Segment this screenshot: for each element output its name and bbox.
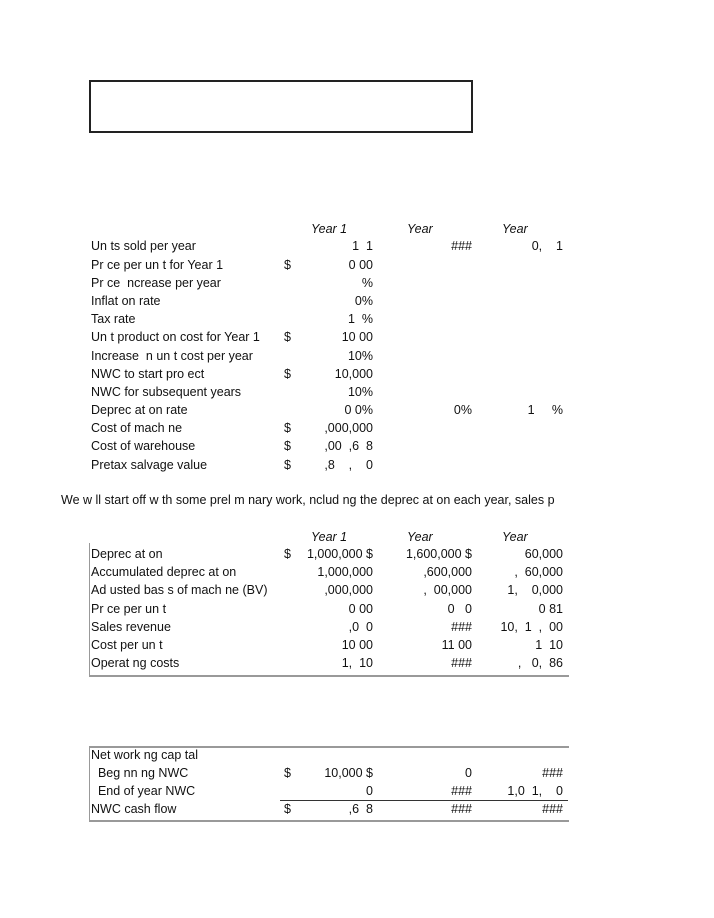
row-label: Operat ng costs — [91, 656, 180, 670]
dollar-sign: $ — [284, 766, 291, 780]
year1-value: 10% — [347, 385, 373, 399]
year3-value: 1 % — [527, 403, 563, 417]
year1-value: 10,000 $ — [324, 766, 373, 780]
year1-value: ,00 ,6 8 — [324, 439, 373, 453]
year1-value: 1 % — [347, 312, 373, 326]
year1-value: ,0 0 — [348, 620, 373, 634]
year1-value: 0% — [354, 294, 373, 308]
row-label: NWC to start pro ect — [91, 367, 205, 381]
year3-value: 0, 1 — [531, 239, 563, 253]
year3-value: 1, 0,000 — [507, 583, 563, 597]
year1-value: 10 00 — [341, 638, 373, 652]
year1-value: 0 00 — [348, 602, 373, 616]
year1-value: 0 — [366, 784, 373, 798]
year3-value: ### — [542, 802, 563, 816]
col-header-year1: Year 1 — [311, 530, 348, 544]
row-label: Pr ce per un t — [91, 602, 167, 616]
year1-value: % — [361, 276, 373, 290]
year1-value: 10 00 — [341, 330, 373, 344]
year3-value: 10, 1 , 00 — [500, 620, 563, 634]
row-label: Net work ng cap tal — [91, 748, 198, 762]
year1-value: 10% — [347, 349, 373, 363]
dollar-sign: $ — [284, 330, 291, 344]
year3-value: 0 81 — [538, 602, 563, 616]
dollar-sign: $ — [284, 367, 291, 381]
row-label: Beg nn ng NWC — [91, 766, 189, 780]
row-label: Inflat on rate — [91, 294, 161, 308]
row-label: Sales revenue — [91, 620, 171, 634]
year1-value: 1,000,000 $ — [306, 547, 373, 561]
total-rule — [280, 800, 568, 801]
year2-value: , 00,000 — [423, 583, 472, 597]
dollar-sign: $ — [284, 439, 291, 453]
dollar-sign: $ — [284, 458, 291, 472]
row-label: Increase n un t cost per year — [91, 349, 253, 363]
year1-value: 0 0% — [344, 403, 373, 417]
year1-value: 1, 10 — [341, 656, 373, 670]
year2-value: ,600,000 — [423, 565, 472, 579]
narrative-text: We w ll start off w th some prel m nary work, nclud ng the deprec at on each year, sales p — [61, 493, 555, 507]
row-label: Cost of mach ne — [91, 421, 183, 435]
year2-value: 0 0 — [447, 602, 472, 616]
year1-value: ,000,000 — [324, 421, 373, 435]
row-label: Pr ce per un t for Year 1 — [91, 258, 224, 272]
year1-value: 10,000 — [334, 367, 373, 381]
col-header-year1: Year 1 — [311, 222, 348, 236]
col-header-year3: Year — [502, 222, 528, 236]
dollar-sign: $ — [284, 547, 291, 561]
row-label: Ad usted bas s of mach ne (BV) — [91, 583, 268, 597]
year1-value: 1,000,000 — [317, 565, 373, 579]
dollar-sign: $ — [284, 421, 291, 435]
col-header-year2: Year — [407, 530, 433, 544]
year3-value: 1,0 1, 0 — [507, 784, 563, 798]
year3-value: , 0, 86 — [517, 656, 563, 670]
row-label: Pretax salvage value — [91, 458, 208, 472]
year3-value: 60,000 — [524, 547, 563, 561]
row-label: NWC cash flow — [91, 802, 177, 816]
year2-value: ### — [451, 784, 472, 798]
year1-value: 1 1 — [352, 239, 373, 253]
year1-value: ,6 8 — [348, 802, 373, 816]
dollar-sign: $ — [284, 802, 291, 816]
row-label: Un t product on cost for Year 1 — [91, 330, 260, 344]
row-label: Cost per un t — [91, 638, 163, 652]
row-label: Tax rate — [91, 312, 136, 326]
col-header-year2: Year — [407, 222, 433, 236]
title-box — [89, 80, 473, 133]
col-header-year3: Year — [502, 530, 528, 544]
year2-value: ### — [451, 239, 472, 253]
dollar-sign: $ — [284, 258, 291, 272]
year2-value: ### — [451, 656, 472, 670]
year2-value: 0 — [465, 766, 472, 780]
year2-value: ### — [451, 802, 472, 816]
year2-value: 11 00 — [441, 638, 472, 652]
year3-value: 1 10 — [535, 638, 563, 652]
year2-value: 1,600,000 $ — [405, 547, 472, 561]
year1-value: ,8 , 0 — [324, 458, 373, 472]
year2-value: 0% — [453, 403, 472, 417]
row-label: Deprec at on — [91, 547, 163, 561]
row-label: Un ts sold per year — [91, 239, 196, 253]
row-label: Deprec at on rate — [91, 403, 188, 417]
year1-value: ,000,000 — [324, 583, 373, 597]
row-label: NWC for subsequent years — [91, 385, 242, 399]
row-label: Accumulated deprec at on — [91, 565, 237, 579]
year1-value: 0 00 — [348, 258, 373, 272]
year2-value: ### — [451, 620, 472, 634]
year3-value: ### — [542, 766, 563, 780]
year3-value: , 60,000 — [514, 565, 563, 579]
row-label: Pr ce ncrease per year — [91, 276, 221, 290]
row-label: End of year NWC — [91, 784, 196, 798]
row-label: Cost of warehouse — [91, 439, 196, 453]
